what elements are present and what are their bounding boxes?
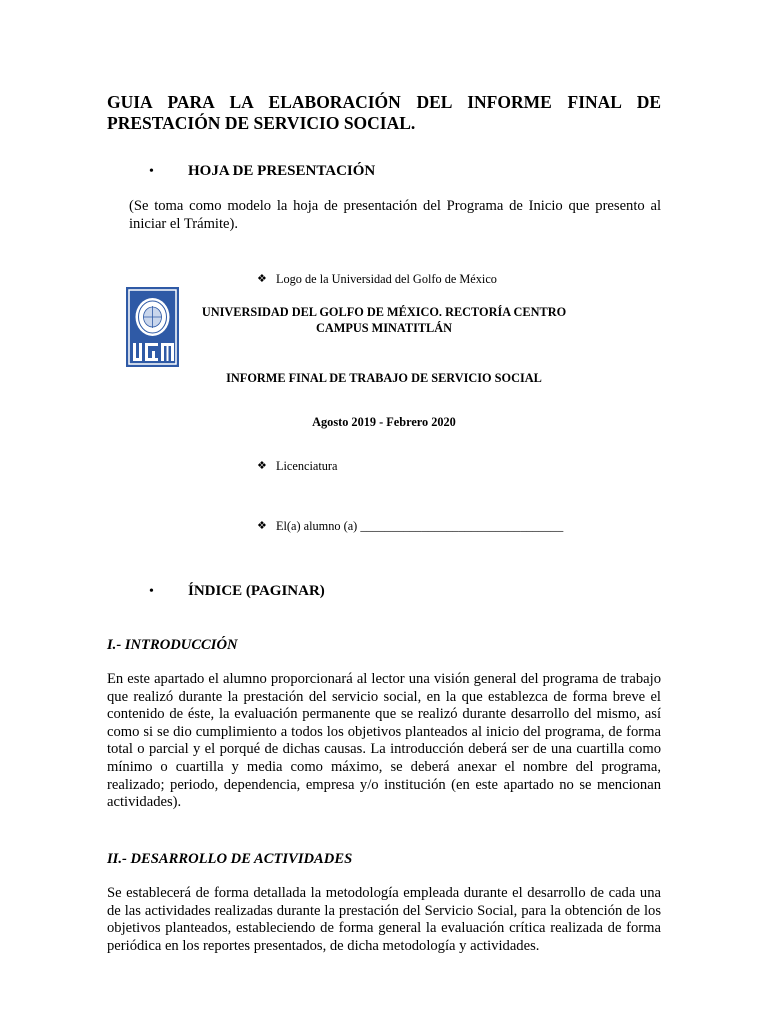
bullet-dot-icon: •	[149, 584, 154, 599]
desarrollo-body: Se establecerá de forma detallada la metodología empleada durante el desarrollo de cada una de las actividades realizadas durante la prestación del Servicio Social, para la obtención de los objetivos planteados, estableciendo de forma general la evaluación crítica realizada de forma periódica en los reportes presentados, de dicha metodología y actividades.	[107, 885, 661, 954]
diamond-bullet-icon: ❖	[257, 460, 267, 472]
diamond-bullet-icon: ❖	[257, 273, 267, 285]
university-name	[190, 304, 578, 336]
licenciatura-item	[257, 459, 338, 474]
title-line-2: PRESTACIÓN DE SERVICIO SOCIAL.	[107, 113, 416, 133]
alumno-item	[257, 519, 564, 534]
heading-desarrollo: II.- DESARROLLO DE ACTIVIDADES	[107, 851, 353, 867]
heading-indice	[149, 582, 325, 601]
heading-hoja-text: HOJA DE PRESENTACIÓN	[188, 163, 376, 179]
report-title: INFORME FINAL DE TRABAJO DE SERVICIO SOCIAL	[226, 371, 542, 385]
cover-logo-item	[257, 272, 497, 287]
title-line-1: GUIA PARA LA ELABORACIÓN DEL INFORME FINAL DE	[107, 92, 661, 112]
cover-logo-item-text: Logo de la Universidad del Golfo de México	[276, 272, 497, 286]
alumno-text: El(a) alumno (a) _________________________________	[276, 519, 564, 533]
document-title	[107, 92, 661, 134]
licenciatura-text: Licenciatura	[276, 459, 338, 473]
introduccion-body: En este apartado el alumno proporcionará al lector una visión general del programa de trabajo que realizó durante la prestación del servicio social, en la que establezca de forma breve el contenido de éste, la evaluación permanente que se realizó durante desarrollo del mismo, así como si se dio cumplimiento a todos los objetivos planteados al inicio del programa, de forma total o parcial y el porqué de dichas causas. La introducción deberá ser de una cuartilla como mínimo o cuartilla y media como máximo, se deberá anexar el nombre del programa, realizado; periodo, dependencia, empresa y/o institución (en este apartado no se mencionan actividades).	[107, 671, 661, 811]
heading-hoja-presentacion	[149, 162, 376, 181]
heading-introduccion: I.- INTRODUCCIÓN	[107, 637, 238, 653]
university-line-1: UNIVERSIDAD DEL GOLFO DE MÉXICO. RECTORÍA CENTRO	[201, 305, 567, 319]
bullet-dot-icon: •	[149, 164, 154, 179]
diamond-bullet-icon: ❖	[257, 520, 267, 532]
report-period: Agosto 2019 - Febrero 2020	[312, 415, 456, 429]
hoja-note: (Se toma como modelo la hoja de presentación del Programa de Inicio que presento al iniciar el Trámite).	[129, 198, 661, 232]
heading-indice-text: ÍNDICE (PAGINAR)	[188, 583, 325, 599]
university-line-2: CAMPUS MINATITLÁN	[315, 321, 453, 335]
university-logo	[126, 287, 179, 367]
